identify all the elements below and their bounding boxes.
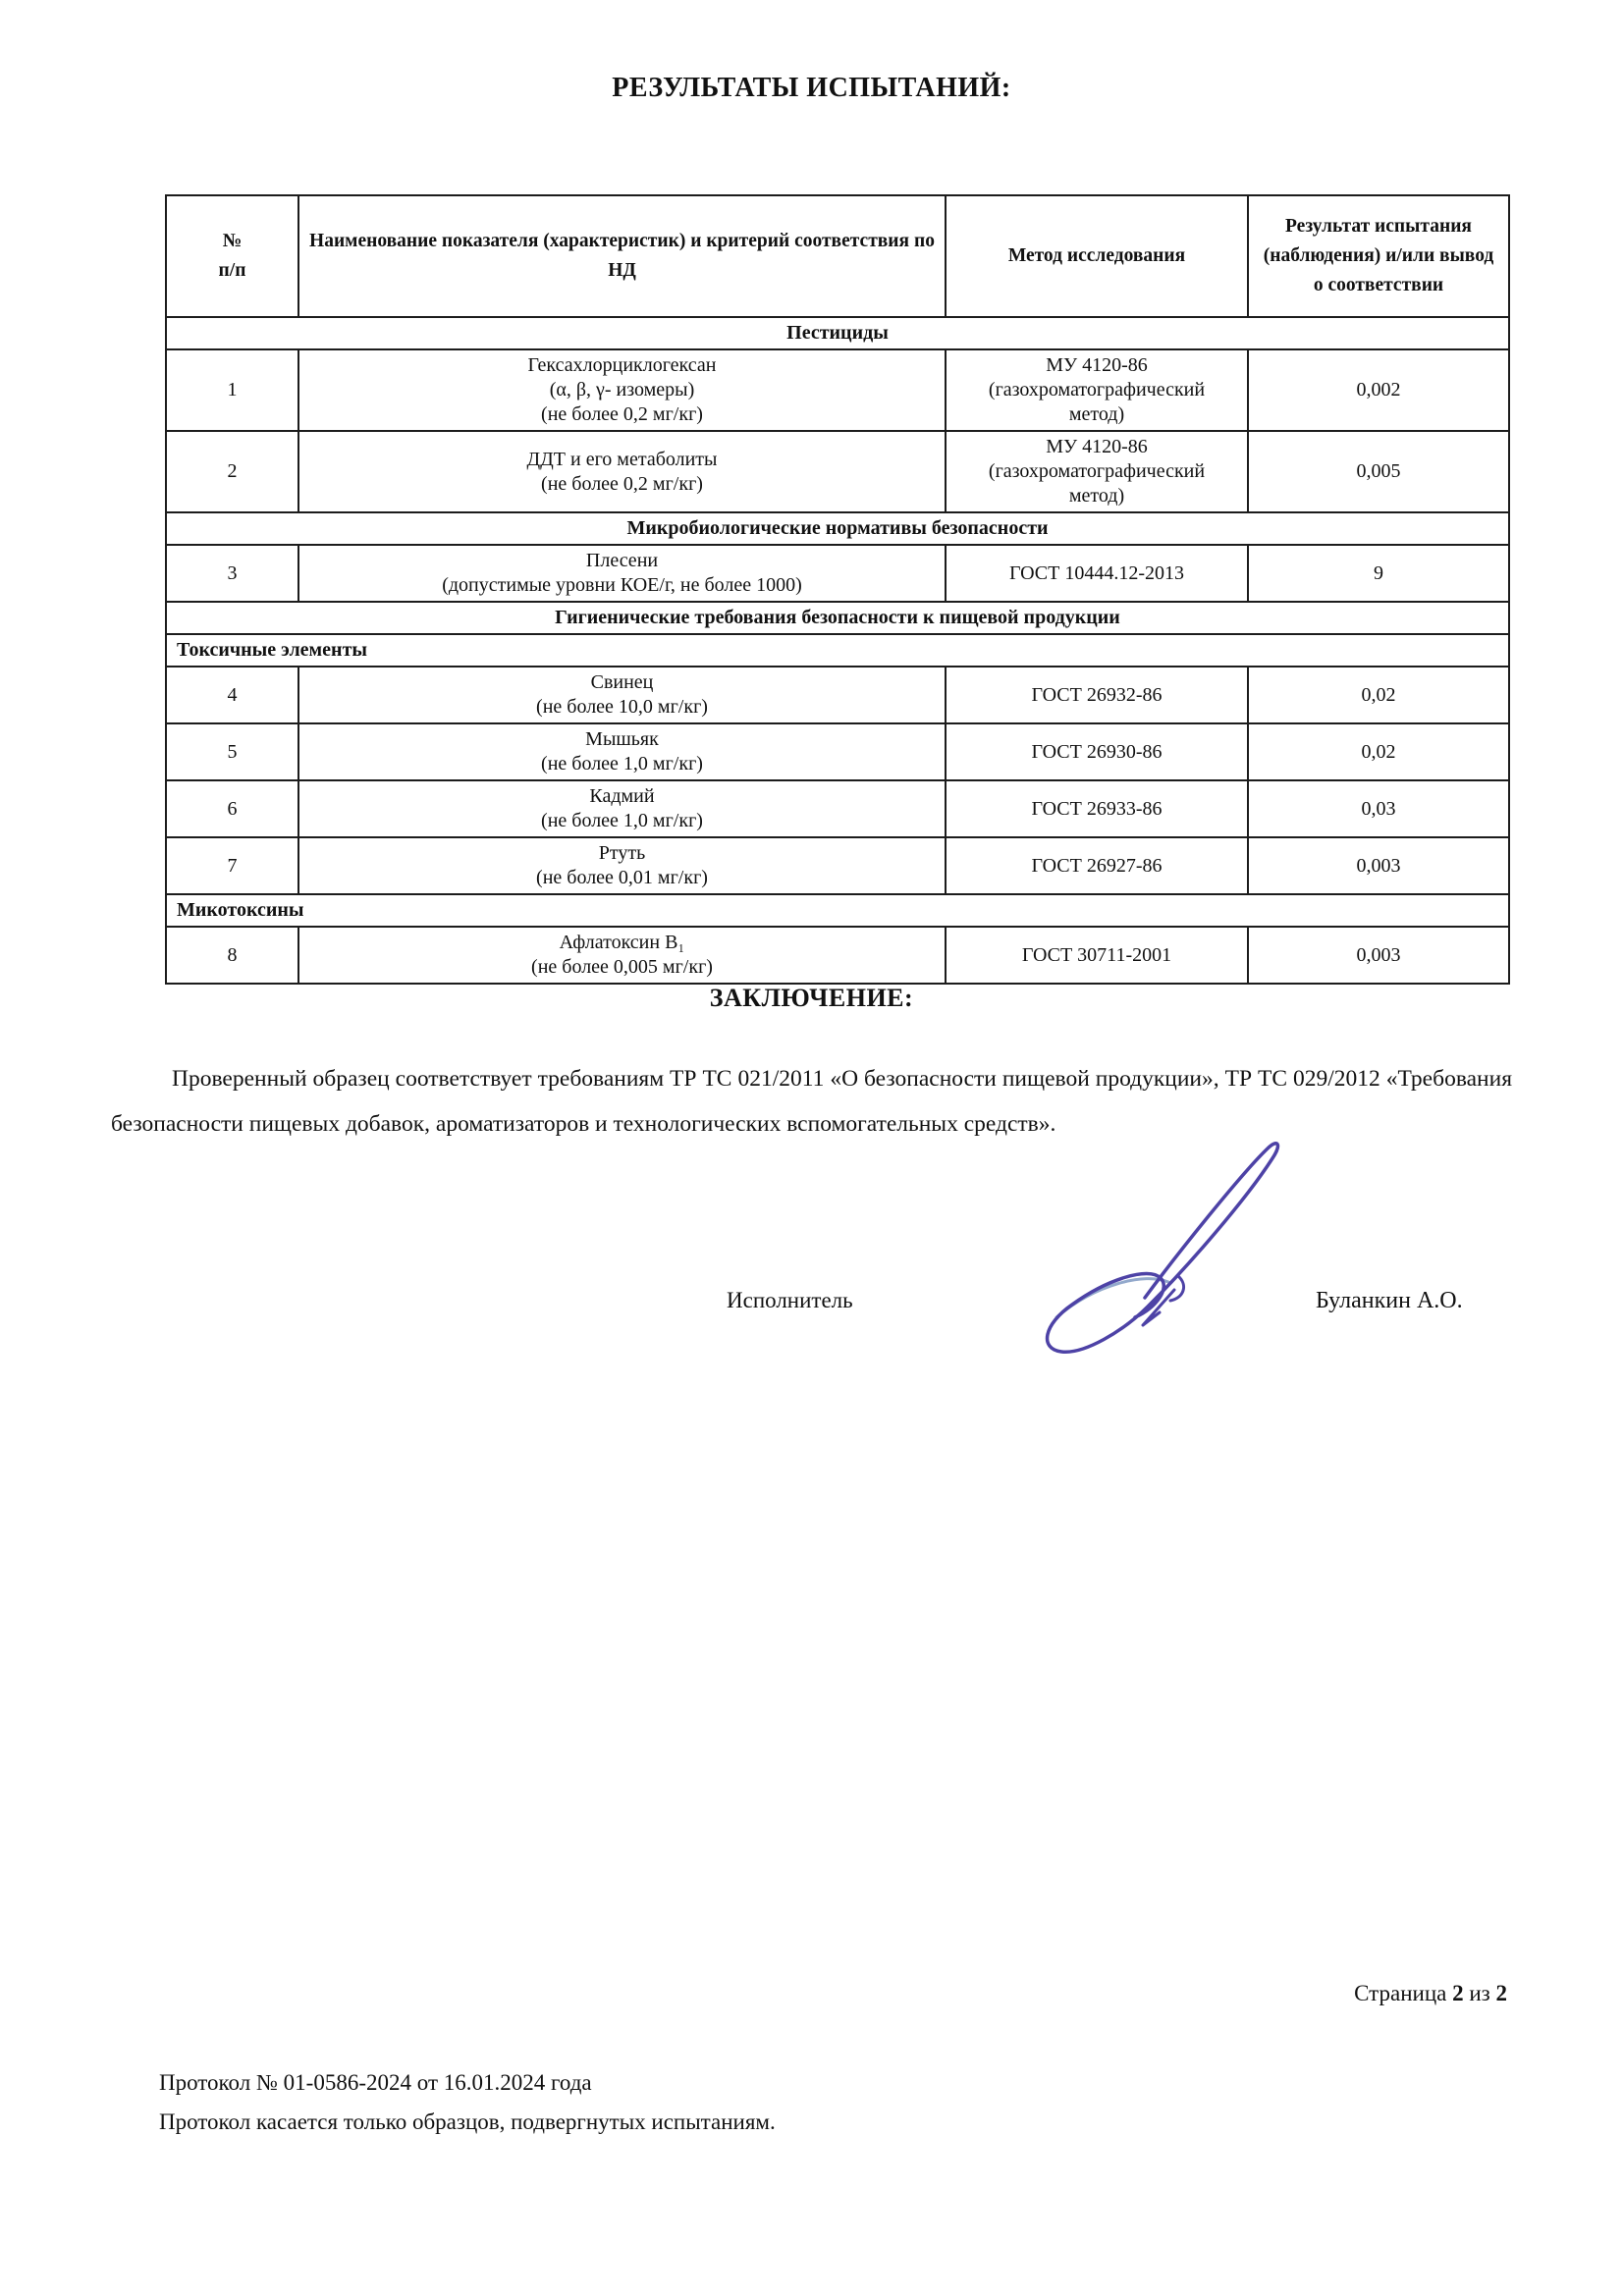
- row-method-line: ГОСТ 30711-2001: [1021, 943, 1172, 966]
- executor-label: Исполнитель: [727, 1288, 853, 1312]
- page-number-of: из: [1463, 1981, 1496, 2005]
- signature-icon: [1029, 1129, 1324, 1384]
- row-method: [946, 780, 1248, 837]
- row-method-line: метод): [1068, 485, 1125, 507]
- row-name: [298, 927, 946, 984]
- row-method: [946, 927, 1248, 984]
- row-method: [946, 431, 1248, 512]
- table-row: [166, 431, 1509, 512]
- table-row: [166, 667, 1509, 723]
- row-name: [298, 545, 946, 602]
- row-name: [298, 780, 946, 837]
- row-name-line: Кадмий: [589, 785, 655, 807]
- row-method: [946, 837, 1248, 894]
- results-title: РЕЗУЛЬТАТЫ ИСПЫТАНИЙ:: [612, 73, 1011, 103]
- row-method: [946, 349, 1248, 431]
- protocol-footer: [159, 2063, 776, 2142]
- row-num: 1: [166, 349, 298, 431]
- row-name-line: (α, β, γ- изомеры): [549, 379, 695, 400]
- table-row: [166, 545, 1509, 602]
- row-method-line: метод): [1068, 403, 1125, 425]
- row-name-line: Мышьяк: [585, 728, 659, 750]
- row-name-line: (не более 10,0 мг/кг): [536, 696, 708, 718]
- protocol-note-line: Протокол касается только образцов, подвергнутых испытаниям.: [159, 2109, 776, 2134]
- section-row-hygiene: [166, 602, 1509, 634]
- table-row: [166, 837, 1509, 894]
- row-result: 0,005: [1248, 431, 1509, 512]
- row-method-line: (газохроматографический: [988, 460, 1206, 482]
- row-result: 0,003: [1248, 837, 1509, 894]
- header-num: [166, 195, 298, 317]
- table-row: [166, 927, 1509, 984]
- row-name: [298, 723, 946, 780]
- row-method-line: ГОСТ 26932-86: [1031, 683, 1163, 706]
- row-result: 0,002: [1248, 349, 1509, 431]
- row-result: 0,02: [1248, 723, 1509, 780]
- row-num: 8: [166, 927, 298, 984]
- section-row-mycotoxins: [166, 894, 1509, 927]
- row-method-line: МУ 4120-86: [1046, 354, 1148, 376]
- row-name-line: ДДТ и его метаболиты: [526, 448, 718, 470]
- row-name-line: (не более 0,01 мг/кг): [536, 867, 708, 888]
- row-name-line: Ртуть: [598, 842, 646, 864]
- section-row-toxic-elements: [166, 634, 1509, 667]
- page-number: [1354, 1981, 1507, 2006]
- section-label: Гигиенические требования безопасности к пищевой продукции: [166, 602, 1509, 634]
- header-method: Метод исследования: [946, 195, 1248, 317]
- row-name-line: Плесени: [585, 550, 659, 571]
- row-method-line: МУ 4120-86: [1046, 436, 1148, 457]
- section-label: Микотоксины: [166, 894, 1509, 927]
- protocol-number-line: Протокол № 01-0586-2024 от 16.01.2024 года: [159, 2070, 592, 2095]
- executor-name: Буланкин А.О.: [1316, 1288, 1463, 1313]
- row-method-line: ГОСТ 10444.12-2013: [1009, 561, 1184, 584]
- row-num: 7: [166, 837, 298, 894]
- row-method: [946, 667, 1248, 723]
- row-name-line: Афлатоксин В₁: [559, 932, 685, 953]
- row-name-line: (не более 0,2 мг/кг): [541, 403, 703, 425]
- row-result: 0,003: [1248, 927, 1509, 984]
- row-name-line: Гексахлорциклогексан: [527, 354, 717, 376]
- row-method-line: ГОСТ 26930-86: [1031, 740, 1163, 763]
- row-result: 9: [1248, 545, 1509, 602]
- row-num: 4: [166, 667, 298, 723]
- table-row: [166, 723, 1509, 780]
- header-num-line2: п/п: [218, 260, 246, 281]
- results-table: [165, 194, 1510, 985]
- row-name-line: (не более 1,0 мг/кг): [541, 753, 703, 774]
- row-result: 0,03: [1248, 780, 1509, 837]
- row-name-line: (не более 1,0 мг/кг): [541, 810, 703, 831]
- section-label: Токсичные элементы: [166, 634, 1509, 667]
- row-num: 6: [166, 780, 298, 837]
- header-result: Результат испытания (наблюдения) и/или вывод о соответствии: [1248, 195, 1509, 317]
- row-name-line: (допустимые уровни КОЕ/г, не более 1000): [442, 574, 802, 596]
- table-row: [166, 780, 1509, 837]
- row-name: [298, 431, 946, 512]
- table-header-row: [166, 195, 1509, 317]
- table-row: [166, 349, 1509, 431]
- row-name: [298, 837, 946, 894]
- signature-stroke-light: [1056, 1279, 1168, 1317]
- row-num: 5: [166, 723, 298, 780]
- section-label: Микробиологические нормативы безопасности: [166, 512, 1509, 545]
- page-number-total: 2: [1495, 1981, 1507, 2005]
- row-name-line: Свинец: [590, 671, 654, 693]
- row-name: [298, 349, 946, 431]
- page-number-word: Страница: [1354, 1981, 1453, 2005]
- row-num: 2: [166, 431, 298, 512]
- section-row-pesticides: [166, 317, 1509, 349]
- section-label: Пестициды: [166, 317, 1509, 349]
- row-name-line: (не более 0,2 мг/кг): [541, 472, 703, 495]
- conclusion-paragraph: Проверенный образец соответствует требованиям ТР ТС 021/2011 «О безопасности пищевой продукции», ТР ТС 029/2012 «Требования безопасности пищевых добавок, ароматизаторов и технологических вспомогательных средств».: [111, 1066, 1512, 1137]
- row-method-line: (газохроматографический: [988, 379, 1206, 400]
- row-method-line: ГОСТ 26933-86: [1031, 797, 1163, 820]
- header-num-line1: №: [222, 231, 243, 251]
- row-method: [946, 723, 1248, 780]
- row-name: [298, 667, 946, 723]
- results-table-wrap: [165, 194, 1510, 985]
- row-num: 3: [166, 545, 298, 602]
- row-result: 0,02: [1248, 667, 1509, 723]
- page-number-current: 2: [1452, 1981, 1464, 2005]
- header-name: Наименование показателя (характеристик) и критерий соответствия по НД: [298, 195, 946, 317]
- row-method: [946, 545, 1248, 602]
- section-row-microbiology: [166, 512, 1509, 545]
- conclusion-title: ЗАКЛЮЧЕНИЕ:: [709, 984, 914, 1012]
- row-method-line: ГОСТ 26927-86: [1031, 854, 1163, 877]
- row-name-line: (не более 0,005 мг/кг): [531, 956, 713, 978]
- signature-stroke-main: [1048, 1144, 1278, 1352]
